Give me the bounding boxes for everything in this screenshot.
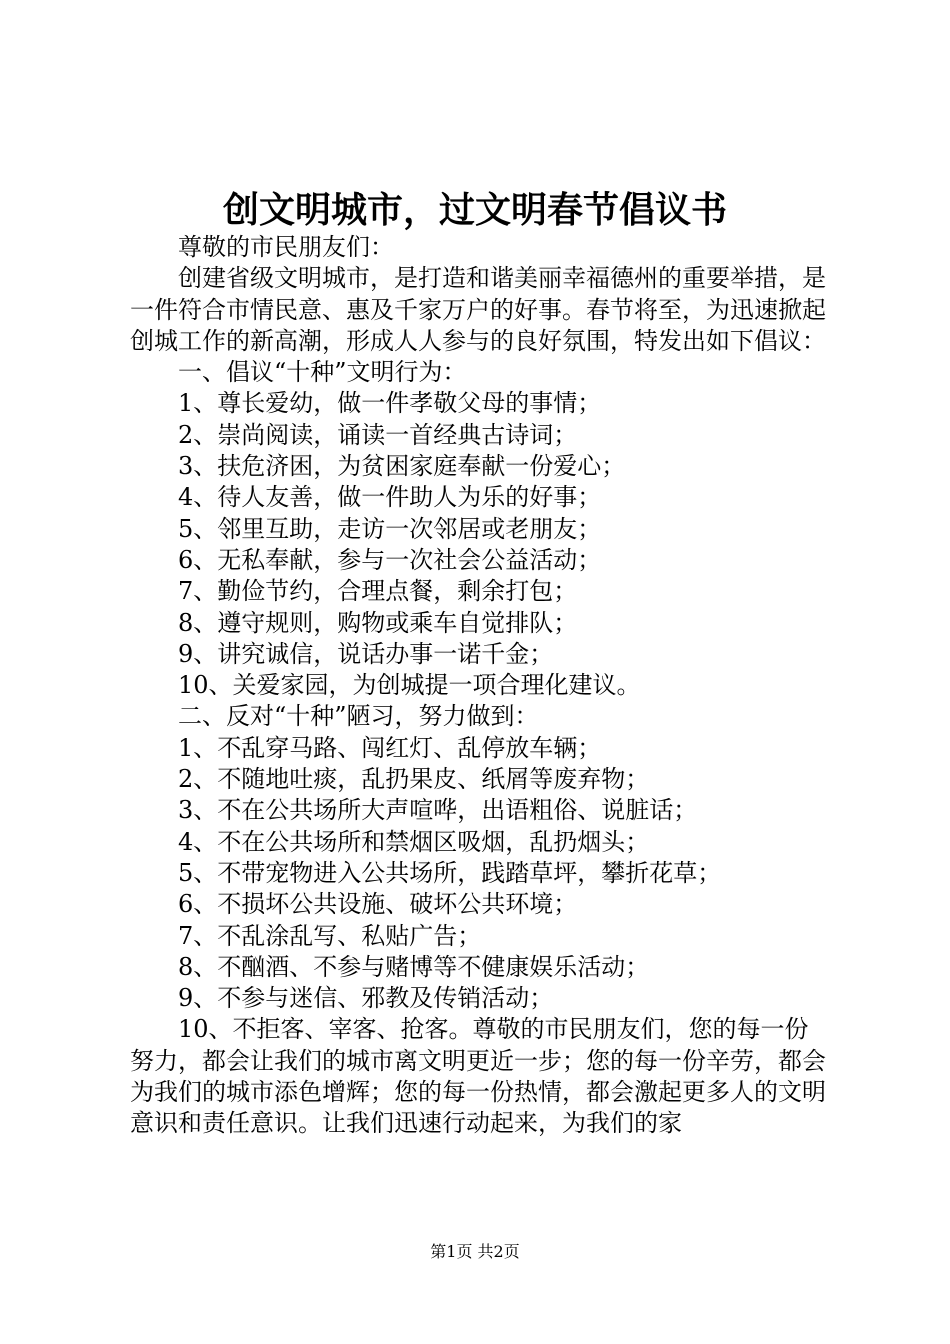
page-number-footer: 第1页 共2页 xyxy=(430,1242,520,1261)
section1-heading: 一、倡议“十种”文明行为： xyxy=(178,358,467,387)
list-item: 9、不参与迷信、邪教及传销活动； xyxy=(178,984,554,1013)
list-item: 2、不随地吐痰，乱扔果皮、纸屑等废弃物； xyxy=(178,765,650,794)
intro-paragraph: 创建省级文明城市，是打造和谐美丽幸福德州的重要举措，是一件符合市情民意、惠及千家万户的好事。春节将至，为迅速掀起创城工作的新高潮，形成人人参与的良好氛围，特发出如下倡议： xyxy=(130,264,826,355)
salutation: 尊敬的市民朋友们： xyxy=(178,233,394,261)
list-item: 4、不在公共场所和禁烟区吸烟，乱扔烟头； xyxy=(178,827,650,856)
list-item: 5、不带宠物进入公共场所，践踏草坪，攀折花草； xyxy=(178,858,722,887)
section2-list xyxy=(130,733,830,1015)
list-item: 4、待人友善，做一件助人为乐的好事； xyxy=(178,483,602,512)
list-item: 3、不在公共场所大声喧哗，出语粗俗、说脏话； xyxy=(178,796,698,825)
closing-paragraph: 10、不拒客、宰客、抢客。尊敬的市民朋友们，您的每一份努力，都会让我们的城市离文明更近一步；您的每一份辛劳，都会为我们的城市添色增辉；您的每一份热情，都会激起更多人的文明意识和责任意识。让我们迅速行动起来，为我们的家 xyxy=(130,1015,826,1138)
section2-heading: 二、反对“十种”陋习，努力做到： xyxy=(178,702,539,731)
section1-list xyxy=(130,388,830,701)
list-item: 7、不乱涂乱写、私贴广告； xyxy=(178,921,482,950)
list-item: 10、关爱家园，为创城提一项合理化建议。 xyxy=(178,671,641,700)
list-item: 1、不乱穿马路、闯红灯、乱停放车辆； xyxy=(178,733,602,762)
list-item: 8、遵守规则，购物或乘车自觉排队； xyxy=(178,608,578,637)
list-item: 2、崇尚阅读，诵读一首经典古诗词； xyxy=(178,420,578,449)
list-item: 5、邻里互助，走访一次邻居或老朋友； xyxy=(178,514,602,543)
list-item: 3、扶危济困，为贫困家庭奉献一份爱心； xyxy=(178,452,626,481)
list-item: 6、无私奉献，参与一次社会公益活动； xyxy=(178,545,602,574)
document-body xyxy=(130,232,830,1140)
list-item: 8、不酗酒、不参与赌博等不健康娱乐活动； xyxy=(178,952,650,981)
list-item: 1、尊长爱幼，做一件孝敬父母的事情； xyxy=(178,389,602,418)
list-item: 9、讲究诚信，说话办事一诺千金； xyxy=(178,639,554,668)
list-item: 6、不损坏公共设施、破坏公共环境； xyxy=(178,890,578,919)
list-item: 7、勤俭节约，合理点餐，剩余打包； xyxy=(178,577,578,606)
document-title: 创文明城市，过文明春节倡议书 xyxy=(222,189,727,231)
